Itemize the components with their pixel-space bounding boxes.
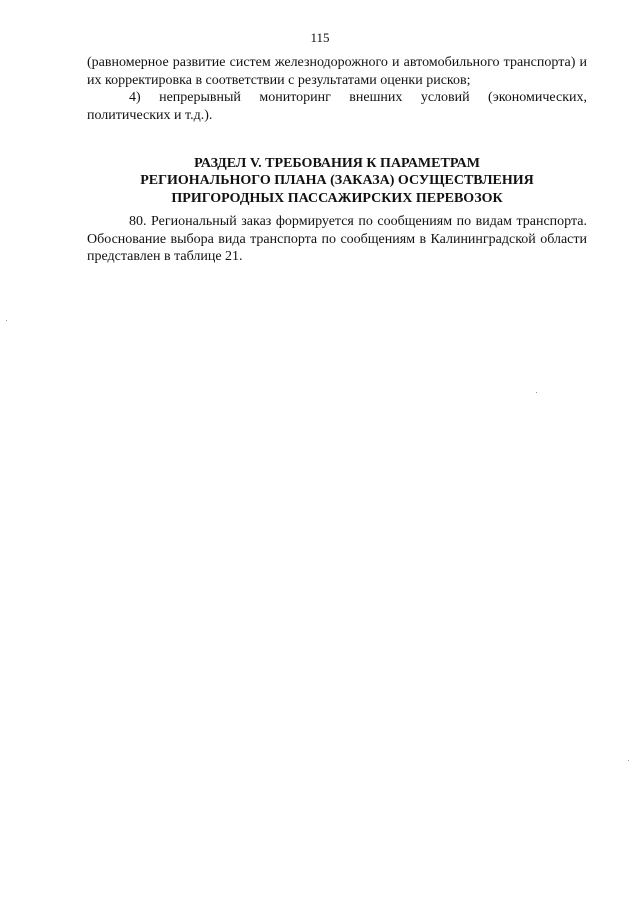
scan-speck <box>628 760 629 761</box>
paragraph-80: 80. Региональный заказ формируется по сообщениям по видам транспорта. Обоснование выбора вида транспорта по сообщениям в Калининградской области представлен в таблице 21. <box>87 214 587 265</box>
page-number: 115 <box>310 30 330 45</box>
scan-speck <box>536 392 537 393</box>
body-text-section <box>87 213 587 266</box>
section-heading <box>87 155 587 207</box>
section-heading-line-1: РАЗДЕЛ V. ТРЕБОВАНИЯ К ПАРАМЕТРАМ <box>194 156 480 171</box>
body-text-top <box>87 54 587 124</box>
paragraph-item-4: 4) непрерывный мониторинг внешних условий (экономических, политических и т.д.). <box>87 90 587 123</box>
section-heading-line-2: РЕГИОНАЛЬНОГО ПЛАНА (ЗАКАЗА) ОСУЩЕСТВЛЕНИЯ <box>140 173 534 189</box>
paragraph-continued: (равномерное развитие систем железнодорожного и автомобильного транспорта) и их корректировка в соответствии с результатами оценки рисков; <box>87 55 587 88</box>
scan-speck <box>6 320 7 321</box>
section-heading-line-3: ПРИГОРОДНЫХ ПАССАЖИРСКИХ ПЕРЕВОЗОК <box>171 190 503 206</box>
